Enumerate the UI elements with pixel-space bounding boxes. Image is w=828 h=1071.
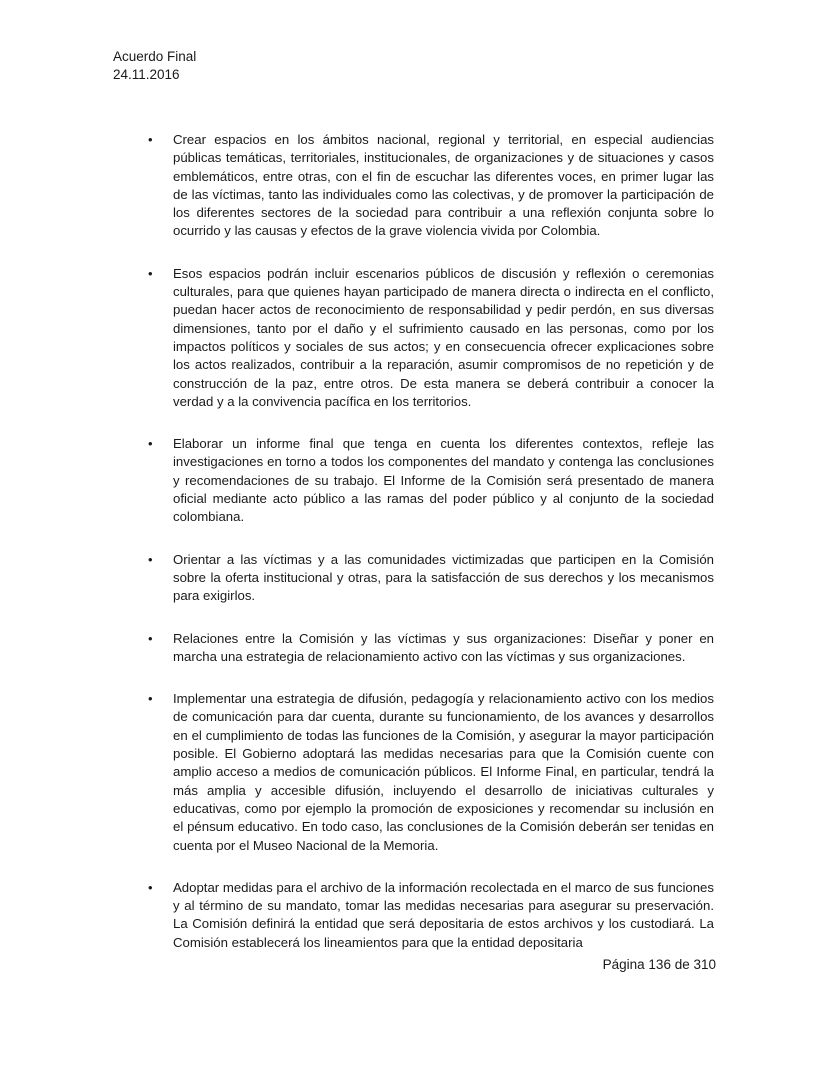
bullet-icon: •: [148, 879, 153, 895]
list-item-text: Orientar a las víctimas y a las comunidades victimizadas que participen en la Comisión sobre la oferta institucional y otras, para la satisfacción de sus derechos y los mecanismos para exigirlos.: [173, 551, 714, 604]
list-item: [148, 879, 714, 952]
list-item-text: Esos espacios podrán incluir escenarios públicos de discusión y reflexión o ceremonias culturales, para que quienes hayan participado de manera directa o indirecta en el conflicto, puedan hacer actos de reconocimiento de responsabilidad y pedir perdón, en sus diversas dimensiones, tanto por el daño y el sufrimiento causado en las personas, como por los impactos políticos y sociales de sus actos; y en consecuencia ofrecer explicaciones sobre los actos realizados, contribuir a la reparación, asumir compromisos de no repetición y de construcción de la paz, entre otros. De esta manera se deberá contribuir a conocer la verdad y a la convivencia pacífica en los territorios.: [173, 265, 714, 409]
bullet-icon: •: [148, 436, 153, 452]
list-item: [148, 551, 714, 606]
bullet-icon: •: [148, 630, 153, 646]
page-header: [113, 48, 196, 84]
list-item: [148, 435, 714, 526]
list-item-text: Elaborar un informe final que tenga en cuenta los diferentes contextos, refleje las investigaciones en torno a todos los componentes del mandato y contenga las conclusiones y recomendaciones de su trabajo. El Informe de la Comisión será presentado de manera oficial mediante acto público a las ramas del poder público y al conjunto de la sociedad colombiana.: [173, 436, 714, 525]
list-item: [148, 131, 714, 241]
list-item: [148, 630, 714, 667]
list-item: [148, 265, 714, 411]
document-date: 24.11.2016: [113, 67, 180, 82]
list-item: [148, 690, 714, 855]
list-item-text: Crear espacios en los ámbitos nacional, regional y territorial, en especial audiencias públicas temáticas, territoriales, institucionales, de organizaciones y de situaciones y casos emblemáticos, entre otras, con el fin de escuchar las diferentes voces, en primer lugar las de las víctimas, tanto las individuales como las colectivas, y de promover la participación de los diferentes sectores de la sociedad para contribuir a una reflexión conjunta sobre lo ocurrido y las causas y efectos de la grave violencia vivida por Colombia.: [173, 132, 714, 239]
bullet-icon: •: [148, 551, 153, 567]
list-item-text: Relaciones entre la Comisión y las víctimas y sus organizaciones: Diseñar y poner en marcha una estrategia de relacionamiento activo con las víctimas y sus organizaciones.: [173, 630, 714, 664]
list-item-text: Adoptar medidas para el archivo de la información recolectada en el marco de sus funciones y al término de su mandato, tomar las medidas necesarias para asegurar su preservación. La Comisión definirá la entidad que será depositaria de estos archivos y los custodiará. La Comisión establecerá los lineamientos para que la entidad depositaria: [173, 879, 714, 950]
document-title: Acuerdo Final: [113, 49, 197, 64]
bullet-icon: •: [148, 132, 153, 147]
bullet-icon: •: [148, 265, 153, 281]
list-item-text: Implementar una estrategia de difusión, pedagogía y relacionamiento activo con los medios de comunicación para dar cuenta, durante su funcionamiento, de los avances y desarrollos en el cumplimiento de todas las funciones de la Comisión, y asegurar la mayor participación posible. El Gobierno adoptará las medidas necesarias para que la Comisión cuente con amplio acceso a medios de comunicación públicos. El Informe Final, en particular, tendrá la más amplia y accesible difusión, incluyendo el desarrollo de iniciativas culturales y educativas, como por ejemplo la promoción de exposiciones y recomendar su inclusión en el pénsum educativo. En todo caso, las conclusiones de la Comisión deberán ser tenidas en cuenta por el Museo Nacional de la Memoria.: [173, 691, 714, 853]
bullet-list: [148, 131, 714, 952]
page-number: Página 136 de 310: [602, 957, 716, 972]
bullet-icon: •: [148, 691, 153, 707]
